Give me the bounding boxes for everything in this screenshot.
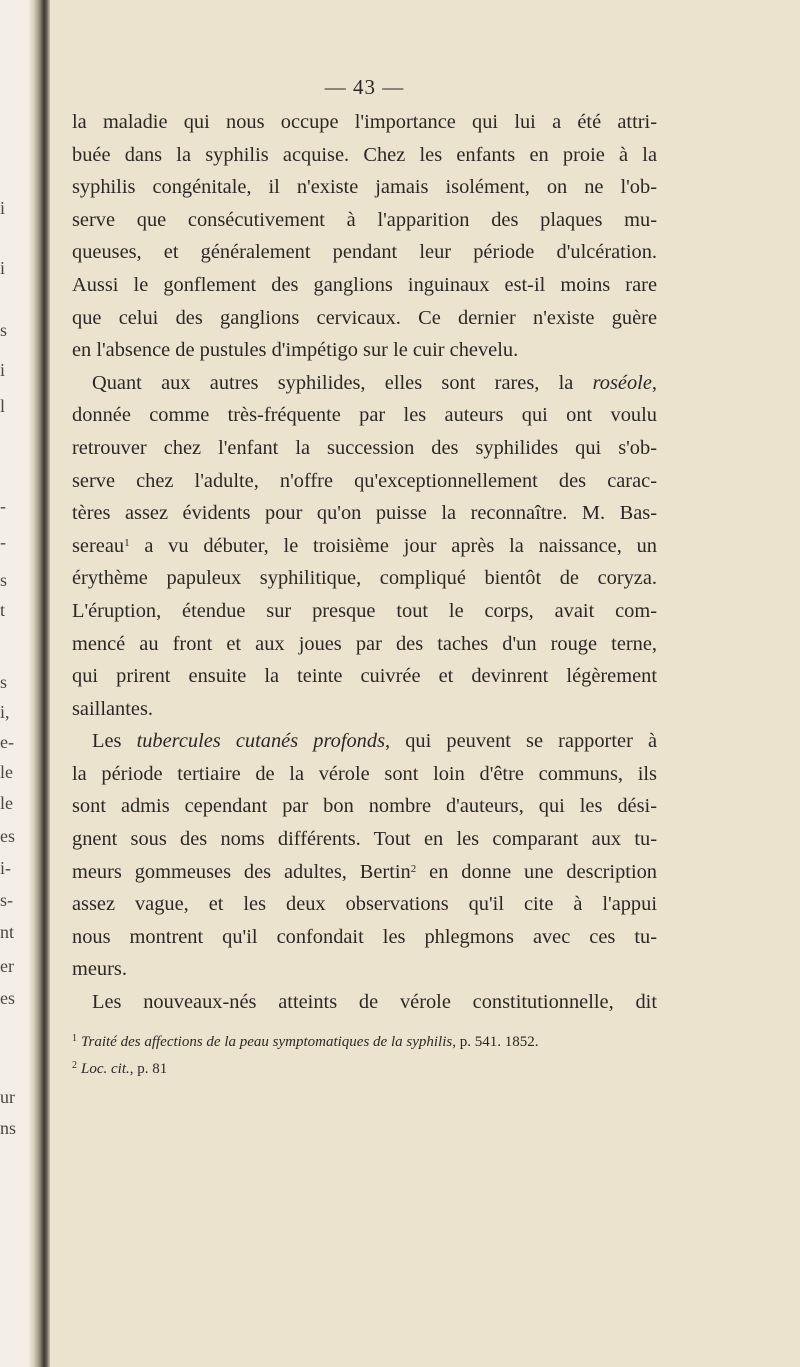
facing-page-fragment: ur [0, 1087, 15, 1107]
footnote-title: Traité des affections de la peau symptomatiques de la syphilis [81, 1033, 453, 1050]
facing-page-fragment: - [0, 532, 6, 552]
text-line: que celui des ganglions cervicaux. Ce dernier n'existe guère [72, 306, 657, 329]
text-line: retrouver chez l'enfant la succession des syphilides qui s'ob- [72, 436, 657, 459]
text-line: buée dans la syphilis acquise. Chez les enfants en proie à la [72, 143, 657, 166]
footnote-1 [72, 1027, 657, 1054]
footnote-mark: 2 [72, 1059, 77, 1071]
paragraph-newborns [72, 986, 657, 1019]
text-line: la maladie qui nous occupe l'importance qui lui a été attri- [72, 111, 657, 133]
text-line: en l'absence de pustules d'impétigo sur le cuir chevelu. [72, 339, 519, 362]
facing-page-fragment: ns [0, 1118, 17, 1138]
text-line: syphilis congénitale, il n'existe jamais isolément, on ne l'ob- [72, 176, 657, 199]
facing-page-fragment: s [0, 320, 8, 340]
text-line: la période tertiaire de la vérole sont loin d'être communs, ils [72, 762, 657, 785]
facing-page-fragment: s- [0, 890, 13, 910]
facing-page-fragment: i, [0, 702, 10, 722]
footnotes [72, 1027, 657, 1081]
footnote-2 [72, 1054, 657, 1081]
facing-page-fragment: i- [0, 858, 11, 878]
text-run: sereau [72, 534, 125, 557]
text-run: meurs gommeuses des adultes, Bertin [72, 860, 411, 883]
footnote-text: , p. 81 [129, 1060, 168, 1077]
text-line: serve chez l'adulte, n'offre qu'exceptionnellement des carac- [72, 469, 657, 492]
text-run: , qui peuvent se rapporter à [385, 730, 658, 753]
text-run: en donne une description [416, 860, 657, 883]
facing-page-fragment: es [0, 988, 15, 1008]
text-line: queuses, et généralement pendant leur période d'ulcération. [72, 241, 657, 264]
text-line [72, 530, 657, 563]
facing-page-fragment: i [0, 360, 6, 380]
text-line: nous montrent qu'il confondait les phlegmons avec ces tu- [72, 925, 657, 948]
footnote-ref: 2 [410, 862, 417, 875]
text-line: donnée comme très-fréquente par les auteurs qui ont voulu [72, 404, 657, 427]
text-run: , [651, 371, 657, 394]
text-line: tères assez évidents pour qu'on puisse la reconnaître. M. Bas- [72, 502, 657, 525]
text-line: érythème papuleux syphilitique, compliqué bientôt de coryza. [72, 567, 657, 590]
page-number: — 43 — [324, 75, 405, 99]
footnote-text: , p. 541. 1852. [452, 1033, 539, 1050]
footnote-title: Loc. cit. [81, 1060, 130, 1077]
paragraph-syphilides [72, 367, 657, 726]
facing-page-fragment: nt [0, 922, 15, 942]
italic-term: tubercules cutanés profonds [136, 730, 386, 753]
facing-page-fragment: t [0, 600, 6, 620]
facing-page-fragment: er [0, 956, 14, 976]
facing-page-fragment: i [0, 258, 6, 278]
facing-page-fragment: i [0, 198, 6, 218]
text-line: mencé au front et aux joues par des taches d'un rouge terne, [72, 632, 657, 655]
facing-page-fragment: s [0, 672, 8, 692]
italic-term: roséole [592, 371, 652, 394]
text-line [72, 856, 657, 889]
text-line: gnent sous des noms différents. Tout en les comparant aux tu- [72, 828, 657, 851]
facing-page-fragment: es [0, 826, 15, 846]
text-line: Les nouveaux-nés atteints de vérole constitutionnelle, dit [92, 991, 657, 1014]
text-line: Aussi le gonflement des ganglions inguinaux est-il moins rare [72, 273, 657, 296]
paragraph-tubercles [72, 725, 657, 986]
text-line: assez vague, et les deux observations qu'il cite à l'appui [72, 893, 657, 916]
facing-page-fragment: le [0, 762, 13, 782]
text-line: serve que consécutivement à l'apparition des plaques mu- [72, 208, 657, 231]
text-run: Quant aux autres syphilides, elles sont rares, la [92, 371, 593, 394]
book-page [72, 72, 657, 1081]
text-line: sont admis cependant par bon nombre d'auteurs, qui les dési- [72, 795, 657, 818]
text-line: L'éruption, étendue sur presque tout le corps, avait com- [72, 599, 657, 622]
text-line: saillantes. [72, 697, 153, 720]
text-line: meurs. [72, 958, 127, 981]
facing-page-fragment: e- [0, 732, 14, 752]
text-run: Les [92, 730, 137, 753]
footnote-mark: 1 [72, 1032, 77, 1044]
text-line [72, 725, 657, 758]
facing-page-fragment: - [0, 496, 6, 516]
facing-page-fragment: l [0, 396, 6, 416]
text-run: a vu débuter, le troisième jour après la naissance, un [129, 534, 657, 557]
facing-page-fragment: le [0, 793, 13, 813]
text-line: qui prirent ensuite la teinte cuivrée et devinrent légèrement [72, 665, 657, 688]
text-line [72, 367, 657, 400]
paragraph-lymph-nodes [72, 106, 657, 367]
footnote-ref: 1 [124, 536, 130, 549]
facing-page-fragment: s [0, 570, 8, 590]
